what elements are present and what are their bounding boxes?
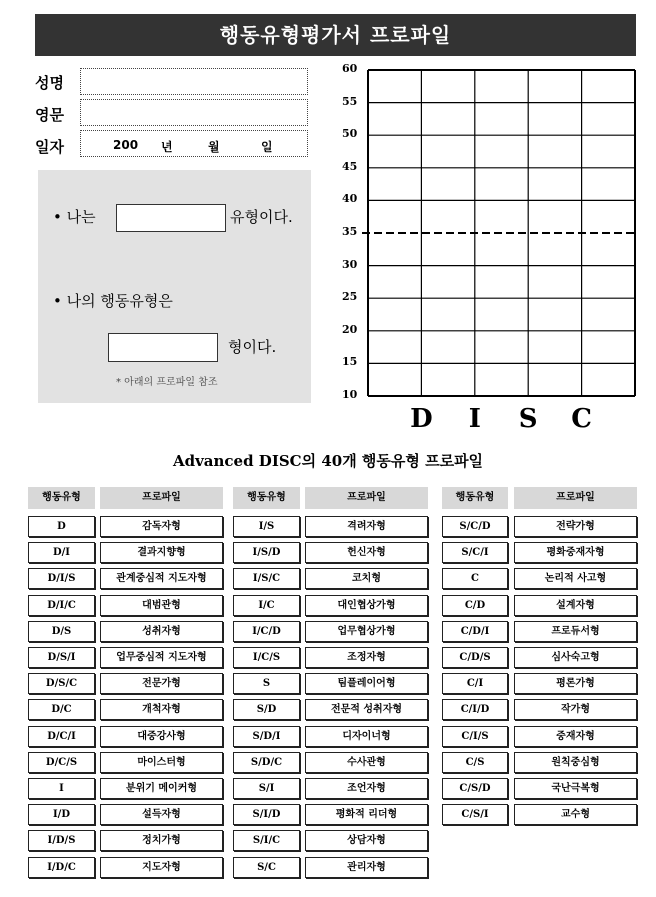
profile-name-cell: 국난극복형	[514, 778, 637, 799]
type-code-cell: I/S	[233, 516, 300, 537]
profile-name-cell: 마이스터형	[100, 752, 223, 773]
type-code-cell: C/S/D	[442, 778, 508, 799]
date-label: 일자	[35, 138, 64, 156]
profile-name-cell: 성취자형	[100, 621, 223, 642]
english-name-field[interactable]	[80, 99, 308, 126]
type-code-cell: I/D	[28, 804, 95, 825]
profile-name-cell: 평론가형	[514, 673, 637, 694]
profile-name-cell: 전문적 성취자형	[305, 699, 428, 720]
type-code-cell: I/D/C	[28, 857, 95, 878]
profile-name-cell: 전략가형	[514, 516, 637, 537]
profile-name-cell: 조정자형	[305, 647, 428, 668]
type-code-cell: C/D/S	[442, 647, 508, 668]
x-label-i: I	[468, 404, 481, 434]
profile-name-cell: 업무중심적 지도자형	[100, 647, 223, 668]
date-day-unit: 일	[261, 140, 273, 154]
type-code-cell: D/I	[28, 542, 95, 563]
date-year: 200	[113, 138, 139, 152]
profile-name-cell: 대중강사형	[100, 726, 223, 747]
type-code-cell: C/I/S	[442, 726, 508, 747]
type-code-cell: I/S/D	[233, 542, 300, 563]
type-code-cell: D/S/C	[28, 673, 95, 694]
english-name-label: 영문	[35, 106, 64, 124]
y-tick-label: 10	[342, 388, 358, 401]
table-header-profile: 프로파일	[100, 487, 223, 509]
profile-name-cell: 개척자형	[100, 699, 223, 720]
type-code-cell: C/D	[442, 595, 508, 616]
type-code-cell: D/C	[28, 699, 95, 720]
type-code-cell: D/S	[28, 621, 95, 642]
type-code-cell: I	[28, 778, 95, 799]
type-code-cell: D/C/I	[28, 726, 95, 747]
page-title: 행동유형평가서 프로파일	[35, 14, 636, 56]
type-code-cell: S/D/I	[233, 726, 300, 747]
type-code-cell: D	[28, 516, 95, 537]
type-code-cell: I/C/S	[233, 647, 300, 668]
profile-name-cell: 헌신자형	[305, 542, 428, 563]
type-code-cell: S/D	[233, 699, 300, 720]
profile-name-cell: 격려자형	[305, 516, 428, 537]
y-tick-label: 45	[342, 159, 358, 173]
profile-name-cell: 작가형	[514, 699, 637, 720]
y-tick-label: 60	[342, 62, 358, 75]
profile-name-cell: 교수형	[514, 804, 637, 825]
profile-name-cell: 설계자형	[514, 595, 637, 616]
type-line2: • 나의 행동유형은	[53, 292, 173, 310]
profile-name-cell: 평화적 리더형	[305, 804, 428, 825]
behavior-type-input[interactable]	[108, 333, 218, 362]
type-code-cell: I/C	[233, 595, 300, 616]
date-month-unit: 월	[208, 140, 220, 154]
profile-name-cell: 조언자형	[305, 778, 428, 799]
profile-name-cell: 관리자형	[305, 857, 428, 878]
profile-name-cell: 대범관형	[100, 595, 223, 616]
y-tick-label: 50	[342, 127, 358, 141]
type-line1-suffix: 유형이다.	[230, 208, 293, 226]
type-code-cell: S/C	[233, 857, 300, 878]
type-code-cell: D/I/S	[28, 568, 95, 589]
y-tick-label: 15	[342, 355, 358, 369]
type-code-cell: S/C/D	[442, 516, 508, 537]
profile-name-cell: 원칙중심형	[514, 752, 637, 773]
profile-name-cell: 중재자형	[514, 726, 637, 747]
profile-name-cell: 디자이너형	[305, 726, 428, 747]
table-header-type: 행동유형	[233, 487, 300, 509]
profile-name-cell: 분위기 메이커형	[100, 778, 223, 799]
type-code-cell: D/C/S	[28, 752, 95, 773]
profile-table-title: Advanced DISC의 40개 행동유형 프로파일	[172, 452, 484, 470]
profile-name-cell: 감독자형	[100, 516, 223, 537]
y-tick-label: 55	[342, 94, 358, 108]
type-code-cell: S/I/C	[233, 830, 300, 851]
type-code-cell: C/D/I	[442, 621, 508, 642]
name-field[interactable]	[80, 68, 308, 95]
type-line3-suffix: 형이다.	[228, 338, 277, 356]
y-tick-label: 40	[342, 192, 358, 206]
profile-name-cell: 수사관형	[305, 752, 428, 773]
type-code-cell: D/S/I	[28, 647, 95, 668]
table-header-profile: 프로파일	[305, 487, 428, 509]
profile-name-cell: 업무협상가형	[305, 621, 428, 642]
type-code-cell: I/D/S	[28, 830, 95, 851]
type-code-cell: D/I/C	[28, 595, 95, 616]
profile-name-cell: 대인협상가형	[305, 595, 428, 616]
y-tick-label: 20	[342, 322, 358, 336]
name-label: 성명	[35, 74, 64, 92]
x-label-s: S	[518, 404, 538, 434]
profile-name-cell: 논리적 사고형	[514, 568, 637, 589]
type-code-cell: S/I/D	[233, 804, 300, 825]
profile-name-cell: 정치가형	[100, 830, 223, 851]
table-header-type: 행동유형	[442, 487, 508, 509]
type-code-cell: C/I	[442, 673, 508, 694]
type-code-cell: C/S	[442, 752, 508, 773]
profile-name-cell: 설득자형	[100, 804, 223, 825]
type-code-cell: C/S/I	[442, 804, 508, 825]
type-code-cell: I/C/D	[233, 621, 300, 642]
type-summary-panel	[38, 170, 311, 403]
type-code-cell: C	[442, 568, 508, 589]
profile-name-cell: 심사숙고형	[514, 647, 637, 668]
x-label-d: D	[410, 404, 433, 434]
profile-name-cell: 전문가형	[100, 673, 223, 694]
type-line1-prefix: • 나는	[53, 208, 96, 226]
type-code-cell: S/C/I	[442, 542, 508, 563]
panel-note: * 아래의 프로파일 참조	[116, 377, 218, 388]
profile-name-cell: 평화중재자형	[514, 542, 637, 563]
profile-name-cell: 관계중심적 지도자형	[100, 568, 223, 589]
table-header-profile: 프로파일	[514, 487, 637, 509]
profile-name-cell: 팀플레이어형	[305, 673, 428, 694]
my-type-input[interactable]	[116, 204, 226, 232]
profile-name-cell: 코치형	[305, 568, 428, 589]
type-code-cell: C/I/D	[442, 699, 508, 720]
y-tick-label: 35	[342, 225, 358, 238]
profile-name-cell: 지도자형	[100, 857, 223, 878]
x-label-c: C	[571, 404, 592, 434]
y-tick-label: 30	[342, 257, 358, 271]
type-code-cell: I/S/C	[233, 568, 300, 589]
profile-name-cell: 상담자형	[305, 830, 428, 851]
type-code-cell: S/I	[233, 778, 300, 799]
table-header-type: 행동유형	[28, 487, 95, 509]
date-year-unit: 년	[161, 140, 173, 154]
y-tick-label: 25	[342, 290, 358, 304]
date-field[interactable]	[80, 130, 308, 157]
type-code-cell: S/D/C	[233, 752, 300, 773]
profile-name-cell: 프로듀서형	[514, 621, 637, 642]
type-code-cell: S	[233, 673, 300, 694]
profile-name-cell: 결과지향형	[100, 542, 223, 563]
